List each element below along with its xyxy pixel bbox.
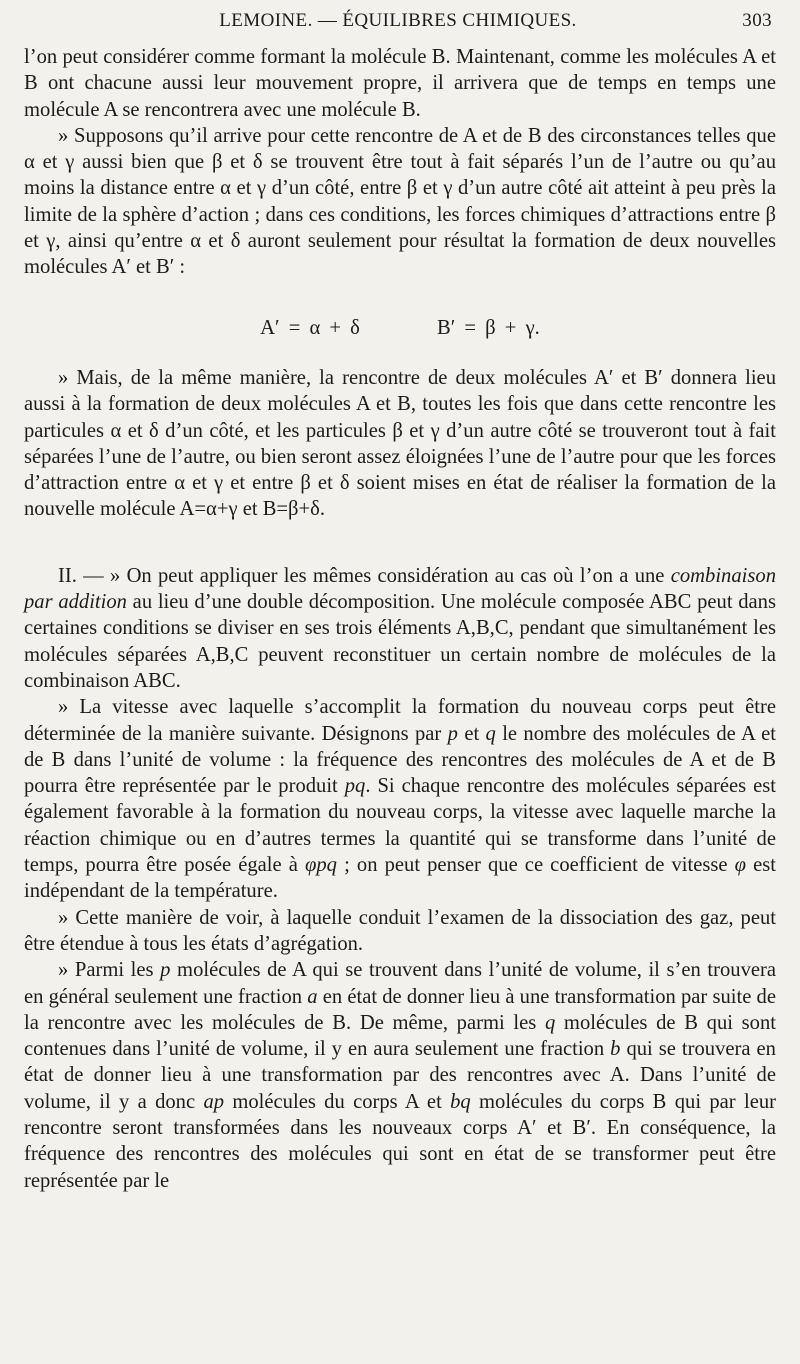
text-run: » La vitesse avec laquelle s’accomplit la formation du nouveau corps peut être déterminée de la manière suivante. Désignons par	[24, 696, 776, 745]
paragraph: » Mais, de la même manière, la rencontre de deux molécules A′ et B′ donnera lieu aussi à la formation de deux molécules A et B, toutes les fois que dans cette rencontre les particules α et δ d’un côté, et les particules β et γ d’un autre côté se trouveront tout à fait séparées l’une de l’autre, ou bien seront assez éloignées l’une de l’autre pour que les forces d’attraction entre α et γ et entre β et δ soient mises en état de réaliser la formation de la nouvelle molécule A=α+γ et B=β+δ.	[24, 366, 776, 521]
math-var: φ	[734, 854, 747, 877]
emphasis-term: combinaison par addition	[24, 564, 776, 614]
text-run: » Parmi les	[58, 959, 161, 982]
equation-right: B′ = β + γ.	[437, 316, 540, 339]
math-var: q	[544, 1011, 556, 1034]
page-number: 303	[742, 10, 772, 31]
text-run: en état de donner lieu à une transformation par suite de la rencontre avec les molécules de B. De même, parmi les	[24, 985, 776, 1034]
text-run: qui se trouvera en état de donner lieu à une transformation par des rencontres avec A. Dans l’unité de volume, il y a donc	[24, 1038, 776, 1113]
section-ii-rest: au lieu d’une double décomposition. Une molécule composée ABC peut dans certaines conditions se diviser en ses trois éléments A,B,C, pendant que simultanément les molécules séparées A,B,C peuvent reconstituer un certain nombre de molécules de la combinaison ABC.	[24, 591, 776, 692]
equation-left: A′ = α + δ	[260, 316, 360, 339]
page-body	[24, 44, 776, 1194]
paragraph-vitesse	[24, 694, 776, 904]
math-var: pq	[344, 775, 366, 798]
math-var: p	[160, 959, 171, 982]
text-run: ; on peut penser que ce coefficient de vitesse	[336, 854, 735, 877]
paragraph: » Cette manière de voir, à laquelle conduit l’examen de la dissociation des gaz, peut être étendue à tous les états d’agrégation.	[24, 906, 776, 955]
text-run: molécules de A qui se trouvent dans l’unité de volume, il s’en trouvera en général seulement une fraction	[24, 959, 777, 1008]
text-run: le nombre des molécules de A et de B dans l’unité de volume : la fréquence des rencontres des molécules de A et de B pourra être représentée par le produit	[24, 722, 776, 798]
running-title: LEMOINE. — ÉQUILIBRES CHIMIQUES.	[219, 10, 577, 31]
math-var: φpq	[304, 854, 337, 877]
math-var: p	[447, 722, 458, 745]
math-var: ap	[203, 1090, 225, 1113]
section-ii-lead: II. — » On peut appliquer les mêmes considération au cas où l’on a une	[58, 564, 665, 587]
text-run: est indépendant de la température.	[24, 854, 777, 903]
text-run: . Si chaque rencontre des molécules séparées est également favorable à la formation du nouveau corps, la vitesse avec laquelle marche la réaction chimique ou en d’autres termes la quantité qui se transforme dans l’unité de temps, pourra être posée égale à	[24, 775, 776, 877]
math-var: bq	[450, 1090, 471, 1113]
paragraph-parmi	[24, 957, 776, 1194]
paragraph: » Supposons qu’il arrive pour cette rencontre de A et de B des circonstances telles que α et γ aussi bien que β et δ se trouvent être tout à fait séparés l’un de l’autre ou qu’au moins la distance entre α et γ d’un côté, entre β et γ d’un autre côté ait atteint à peu près la limite de la sphère d’action ; dans ces conditions, les forces chimiques d’attractions entre β et γ, ainsi qu’entre α et δ auront seulement pour résultat la formation de deux nouvelles molécules A′ et B′ :	[24, 124, 776, 279]
math-var: q	[485, 722, 496, 745]
text-run: molécules du corps B qui par leur rencontre seront transformées dans les nouveaux corps A′ et B′. En conséquence, la fréquence des rencontres des molécules qui sont en état de se transformer peut être représentée par le	[24, 1090, 776, 1192]
equation	[24, 315, 776, 341]
page-header	[24, 10, 772, 40]
text-run: et	[457, 722, 486, 745]
section-ii-paragraph	[24, 563, 776, 694]
text-run: molécules de B qui sont contenues dans l’unité de volume, il y en aura seulement une fraction	[24, 1011, 776, 1061]
math-var: b	[610, 1038, 621, 1061]
text-run: molécules du corps A et	[224, 1090, 451, 1113]
section-gap	[24, 523, 776, 563]
math-var: a	[307, 985, 318, 1008]
paragraph: l’on peut considérer comme formant la molécule B. Maintenant, comme les molécules A et B ont chacune aussi leur mouvement propre, il arrivera que de temps en temps une molécule A se rencontrera avec une molécule B.	[24, 46, 776, 121]
